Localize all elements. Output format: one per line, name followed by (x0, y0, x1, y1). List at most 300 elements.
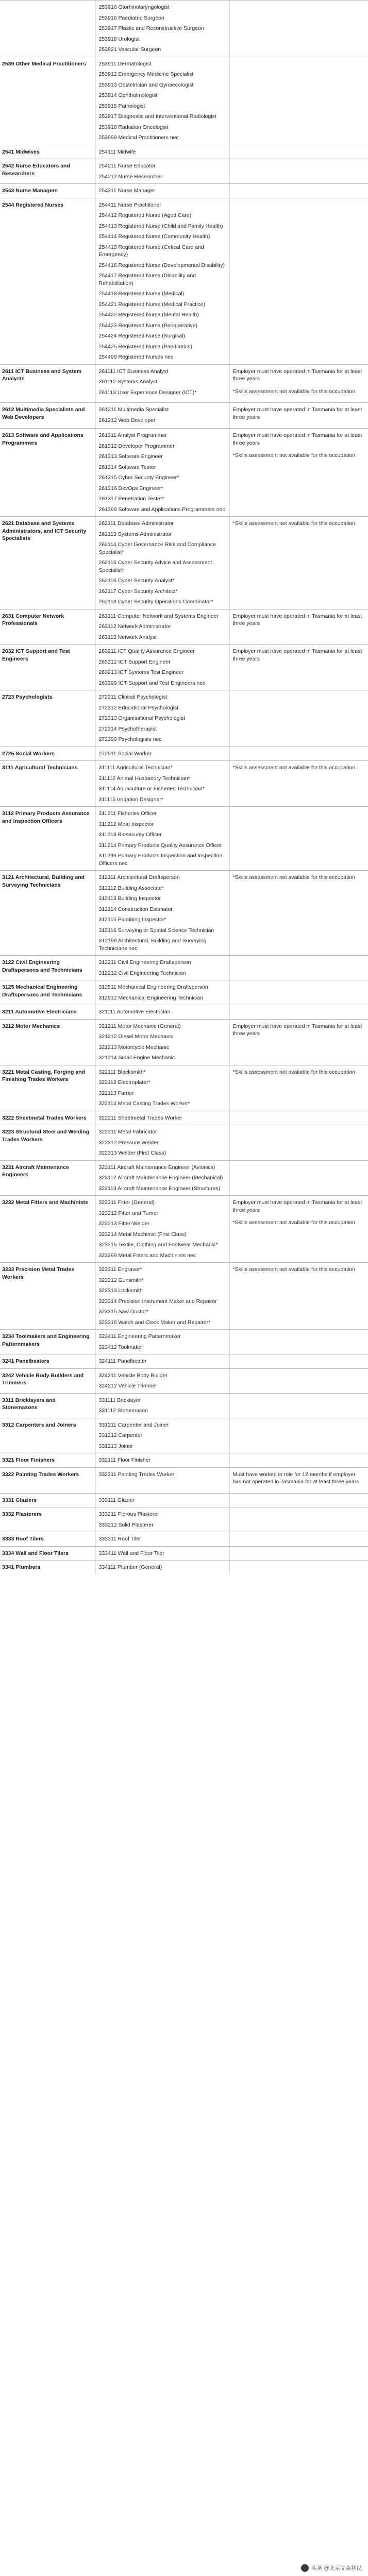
occupation-item: 312211 Civil Engineering Draftsperson (98, 959, 191, 965)
occupations-cell (95, 57, 229, 145)
occupations-cell (95, 1005, 229, 1020)
occupation-row (0, 1546, 368, 1561)
occupation-row (0, 517, 368, 609)
requirements-cell (229, 145, 368, 159)
occupations-cell (95, 1196, 229, 1263)
requirement-note: *Skills assessment not available for this occupation (232, 520, 356, 527)
occupation-item: 311115 Irrigation Designer* (98, 796, 163, 803)
occupation-item: 332211 Painting Trades Worker (98, 1471, 175, 1478)
occupation-row (0, 184, 368, 198)
occupation-item: 262114 Cyber Governance Risk and Compliance Specialist* (98, 541, 216, 555)
occupation-item: 254425 Registered Nurse (Paediatrics) (98, 343, 193, 350)
unit-group-cell: 2541 Midwives (0, 145, 95, 159)
occupation-item: 254417 Registered Nurse (Disability and Rehabilitation) (98, 273, 196, 286)
occupation-item: 323316 Watch and Clock Maker and Repairer* (98, 1319, 211, 1326)
occupation-item: 332111 Floor Finisher (98, 1457, 151, 1463)
occupation-item: 311211 Fisheries Officer (98, 810, 157, 817)
occupation-item: 261113 User Experience Designer (ICT)* (98, 389, 197, 396)
occupation-item: 323214 Metal Machinist (First Class) (98, 1231, 187, 1238)
occupation-item: 323313 Locksmith (98, 1287, 143, 1294)
occupation-row (0, 1330, 368, 1354)
occupations-cell (95, 364, 229, 403)
occupation-row (0, 1507, 368, 1532)
requirement-note: *Skills assessment not available for this occupation (232, 1266, 356, 1273)
unit-group-cell: 3234 Toolmakers and Engineering Patternmakers (0, 1330, 95, 1354)
occupation-item: 261316 DevOps Engineer* (98, 485, 163, 492)
occupation-item: 322313 Welder (First Class) (98, 1150, 166, 1156)
occupation-item: 261312 Developer Programmer (98, 443, 175, 449)
occupation-item: 272399 Psychologists nec (98, 736, 162, 742)
occupation-item: 312212 Civil Engineering Technician (98, 970, 186, 976)
occupation-item: 323215 Textile, Clothing and Footwear Mechanic* (98, 1242, 218, 1248)
occupation-item: 261311 Analyst Programmer (98, 432, 167, 438)
occupation-row (0, 198, 368, 364)
occupation-item: 263113 Network Analyst (98, 634, 157, 640)
occupation-item: 253913 Obstetrician and Gynaecologist (98, 81, 194, 88)
occupation-item: 331212 Carpenter (98, 1432, 143, 1438)
unit-group-cell: 3231 Aircraft Maintenance Engineers (0, 1160, 95, 1196)
requirements-cell (229, 1354, 368, 1369)
requirements-cell (229, 1005, 368, 1020)
occupation-item: 311213 Biosecurity Officer (98, 832, 162, 838)
occupation-item: 323111 Aircraft Maintenance Engineer (Avionics) (98, 1164, 215, 1171)
occupation-item: 322114 Metal Casting Trades Worker* (98, 1100, 190, 1107)
requirements-cell (229, 1453, 368, 1468)
occupation-item: 334111 Plumber (General) (98, 1564, 162, 1570)
unit-group-cell: 2544 Registered Nurses (0, 198, 95, 364)
requirements-cell (229, 1507, 368, 1532)
occupation-item: 311212 Meat Inspector (98, 821, 154, 827)
occupation-row (0, 690, 368, 747)
occupation-row (0, 403, 368, 429)
unit-group-cell: 3122 Civil Engineering Draftspersons and Technicians (0, 956, 95, 980)
occupation-item: 312111 Architectural Draftsperson (98, 874, 180, 880)
occupation-item: 323112 Aircraft Maintenance Engineer (Mechanical) (98, 1175, 223, 1181)
requirements-cell (229, 57, 368, 145)
unit-group-cell: 3241 Panelbeaters (0, 1354, 95, 1369)
occupation-item: 261399 Software and Applications Programmers nec (98, 506, 225, 513)
requirements-cell (229, 364, 368, 403)
occupation-row (0, 159, 368, 184)
unit-group-cell: 2613 Software and Applications Programmers (0, 429, 95, 517)
occupation-item: 331213 Joiner (98, 1443, 133, 1449)
occupation-item: 323411 Engineering Patternmaker (98, 1333, 181, 1340)
occupation-item: 311111 Agricultural Technician* (98, 765, 173, 771)
occupation-row (0, 956, 368, 980)
occupation-item: 254412 Registered Nurse (Aged Care) (98, 212, 192, 218)
requirements-cell (229, 1111, 368, 1125)
occupation-item: 261314 Software Tester (98, 464, 156, 470)
unit-group-cell: 3222 Sheetmetal Trades Workers (0, 1111, 95, 1125)
occupation-item: 253912 Emergency Medicine Specialist (98, 71, 194, 77)
occupations-cell (95, 403, 229, 429)
occupation-item: 254418 Registered Nurse (Medical) (98, 291, 185, 297)
requirement-note: Employer must have operated in Tasmania for at least three years (232, 648, 362, 662)
unit-group-cell: 3211 Automotive Electricians (0, 1005, 95, 1020)
occupations-cell (95, 184, 229, 198)
occupation-item: 261212 Web Developer (98, 417, 156, 423)
occupation-item: 253918 Urologist (98, 36, 140, 42)
occupation-row (0, 871, 368, 956)
watermark-text: 头条 @北京文森移民 (311, 2565, 362, 2571)
unit-group-cell: 3341 Plumbers (0, 1561, 95, 1574)
unit-group-cell: 3111 Agricultural Technicians (0, 761, 95, 807)
occupation-item: 322111 Blacksmith* (98, 1069, 146, 1075)
occupation-item: 253911 Dermatologist (98, 60, 152, 67)
watermark (299, 2563, 364, 2573)
unit-group-cell: 3221 Metal Casting, Forging and Finishing Trades Workers (0, 1065, 95, 1111)
occupation-item: 262113 Systems Administrator (98, 531, 172, 537)
unit-group-cell: 2621 Database and Systems Administrators, and ICT Security Specialists (0, 517, 95, 609)
occupation-item: 331112 Stonemason (98, 1408, 148, 1414)
occupation-item: 254423 Registered Nurse (Perioperative) (98, 322, 197, 329)
unit-group-cell: 3242 Vehicle Body Builders and Trimmers (0, 1368, 95, 1393)
requirement-note: *Skills assessment not available for this occupation (232, 765, 356, 771)
occupation-item: 324212 Vehicle Trimmer (98, 1383, 157, 1389)
occupation-item: 333411 Wall and Floor Tiler (98, 1550, 164, 1556)
occupation-item: 321213 Motorcycle Mechanic (98, 1044, 170, 1050)
occupation-item: 333211 Fibrous Plasterer (98, 1511, 159, 1517)
occupation-item: 333111 Glazier (98, 1497, 135, 1503)
occupations-cell (95, 807, 229, 871)
occupation-item: 254421 Registered Nurse (Medical Practice) (98, 301, 206, 308)
occupation-row (0, 1263, 368, 1330)
occupations-cell (95, 198, 229, 364)
occupation-item: 261211 Multimedia Specialist (98, 406, 169, 413)
unit-group-cell: 3232 Metal Fitters and Machinists (0, 1196, 95, 1263)
occupation-item: 261317 Penetration Tester* (98, 496, 164, 502)
unit-group-cell: 3212 Motor Mechanics (0, 1019, 95, 1065)
unit-group-cell: 2542 Nurse Educators and Researchers (0, 159, 95, 184)
occupations-cell (95, 645, 229, 690)
requirements-cell (229, 429, 368, 517)
unit-group-cell: 2723 Psychologists (0, 690, 95, 747)
occupation-item: 333212 Solid Plasterer (98, 1521, 154, 1528)
requirements-cell (229, 1546, 368, 1561)
occupation-item: 254424 Registered Nurse (Surgical) (98, 333, 186, 339)
occupation-item: 261313 Software Engineer (98, 453, 163, 460)
unit-group-cell: 3322 Painting Trades Workers (0, 1467, 95, 1493)
occupation-item: 311114 Aquaculture or Fisheries Technician* (98, 786, 205, 792)
occupation-item: 254499 Registered Nurses nec (98, 354, 174, 360)
occupation-item: 261315 Cyber Security Engineer* (98, 474, 179, 481)
occupation-row (0, 645, 368, 690)
occupation-item: 323113 Aircraft Maintenance Engineer (Structures) (98, 1185, 221, 1192)
requirement-note: Employer must have operated in Tasmania for at least three years (232, 1023, 362, 1037)
unit-group-cell: 2612 Multimedia Specialists and Web Developers (0, 403, 95, 429)
occupation-item: 272313 Organisational Psychologist (98, 715, 186, 721)
occupations-cell (95, 1330, 229, 1354)
requirements-cell (229, 159, 368, 184)
occupation-item: 254413 Registered Nurse (Child and Family Health) (98, 223, 223, 229)
occupation-row (0, 1354, 368, 1369)
occupation-item: 323212 Fitter and Turner (98, 1210, 159, 1216)
requirements-cell (229, 1418, 368, 1453)
unit-group-cell: 2631 Computer Network Professionals (0, 609, 95, 645)
occupation-row (0, 1467, 368, 1493)
watermark-logo-icon (301, 2564, 309, 2572)
occupation-item: 311214 Primary Products Quality Assurance Officer (98, 842, 222, 849)
requirements-cell (229, 1, 368, 57)
occupation-item: 272511 Social Worker (98, 750, 152, 757)
occupation-item: 263212 ICT Support Engineer (98, 658, 171, 665)
occupation-item: 321214 Small Engine Mechanic (98, 1055, 175, 1061)
requirements-cell (229, 198, 368, 364)
occupations-cell (95, 159, 229, 184)
occupations-cell (95, 690, 229, 747)
occupations-cell (95, 1019, 229, 1065)
requirements-cell (229, 1532, 368, 1547)
occupation-item: 263213 ICT Systems Test Engineer (98, 669, 184, 675)
occupation-item: 312116 Surveying or Spatial Science Technician (98, 927, 214, 934)
unit-group-cell: 3332 Plasterers (0, 1507, 95, 1532)
occupation-row (0, 1532, 368, 1547)
occupation-item: 263111 Computer Network and Systems Engineer (98, 613, 219, 619)
requirements-cell (229, 403, 368, 429)
occupation-item: 261112 Systems Analyst (98, 379, 157, 385)
requirement-note: Employer must have operated in Tasmania for at least three years (232, 406, 362, 420)
occupation-row (0, 1393, 368, 1418)
occupation-row (0, 1019, 368, 1065)
occupation-row (0, 761, 368, 807)
occupation-item: 323299 Metal Fitters and Machinists nec (98, 1252, 196, 1259)
occupation-item: 321111 Automotive Electrician (98, 1009, 171, 1015)
occupation-item: 312114 Construction Estimator (98, 906, 173, 912)
unit-group-cell: 2632 ICT Support and Test Engineers (0, 645, 95, 690)
occupation-item: 322312 Pressure Welder (98, 1139, 159, 1146)
occupation-item: 323314 Precision Instrument Maker and Repairer (98, 1298, 217, 1304)
requirement-note: *Skills assessment not available for this occupation (232, 452, 356, 459)
requirement-note: *Skills assessment not available for this occupation (232, 1069, 356, 1075)
unit-group-cell: 2539 Other Medical Practitioners (0, 57, 95, 145)
requirements-cell (229, 956, 368, 980)
occupation-row (0, 364, 368, 403)
unit-group-cell: 2611 ICT Business and System Analysts (0, 364, 95, 403)
occupation-item: 331111 Bricklayer (98, 1397, 141, 1403)
occupation-row (0, 57, 368, 145)
occupation-item: 312115 Plumbing Inspector* (98, 917, 166, 923)
occupation-item: 254212 Nurse Researcher (98, 173, 162, 180)
occupation-item: 254311 Nurse Manager (98, 188, 156, 194)
occupation-item: 253916 Paediatric Surgeon (98, 14, 164, 21)
occupation-row (0, 1, 368, 57)
unit-group-cell: 3334 Wall and Floor Tilers (0, 1546, 95, 1561)
occupations-cell (95, 1467, 229, 1493)
requirements-cell (229, 690, 368, 747)
requirements-cell (229, 1196, 368, 1263)
occupation-row (0, 1065, 368, 1111)
occupation-item: 254411 Nurse Practitioner (98, 201, 161, 208)
requirements-cell (229, 1263, 368, 1330)
requirement-note: *Skills assessment not available for this occupation (232, 388, 356, 395)
unit-group-cell: 3321 Floor Finishers (0, 1453, 95, 1468)
occupation-item: 331211 Carpenter and Joiner (98, 1421, 169, 1428)
occupation-table-body (0, 1, 368, 1574)
occupation-item: 254111 Midwife (98, 148, 136, 155)
unit-group-cell: 3121 Architectural, Building and Surveying Technicians (0, 871, 95, 956)
occupation-item: 322112 Electroplater* (98, 1079, 150, 1086)
requirements-cell (229, 761, 368, 807)
occupation-item: 323213 Fitter-Welder (98, 1221, 149, 1227)
occupations-cell (95, 1354, 229, 1369)
unit-group-cell: 3223 Structural Steel and Welding Trades Workers (0, 1125, 95, 1161)
occupation-item: 262115 Cyber Security Advice and Assessment Specialist* (98, 560, 212, 573)
occupation-item: 262118 Cyber Security Operations Coordinator* (98, 599, 213, 605)
occupation-item: 323315 Saw Doctor* (98, 1309, 148, 1315)
occupations-cell (95, 1418, 229, 1453)
occupation-row (0, 145, 368, 159)
occupations-cell (95, 956, 229, 980)
requirement-note: Employer must have operated in Tasmania for at least three years (232, 613, 362, 626)
unit-group-cell: 3112 Primary Products Assurance and Inspection Officers (0, 807, 95, 871)
requirements-cell (229, 871, 368, 956)
requirement-note: *Skills assessment not available for this occupation (232, 874, 356, 880)
requirements-cell (229, 1065, 368, 1111)
occupation-item: 272312 Educational Psychologist (98, 704, 179, 711)
requirement-note: Employer must have operated in Tasmania for at least three years (232, 1199, 362, 1213)
occupations-cell (95, 145, 229, 159)
occupation-row (0, 1453, 368, 1468)
occupations-cell (95, 609, 229, 645)
occupation-item: 261111 ICT Business Analyst (98, 368, 169, 375)
occupations-cell (95, 1065, 229, 1111)
occupation-item: 323312 Gunsmith* (98, 1277, 144, 1283)
occupation-row (0, 1418, 368, 1453)
occupations-cell (95, 1160, 229, 1196)
occupation-item: 253918 Radiation Oncologist (98, 124, 169, 130)
requirements-cell (229, 1368, 368, 1393)
requirement-note: Employer must have operated in Tasmania for at least three years (232, 368, 362, 382)
occupation-item: 254422 Registered Nurse (Mental Health) (98, 312, 199, 318)
occupation-item: 321211 Motor Mechanic (General) (98, 1023, 181, 1029)
occupation-row (0, 1196, 368, 1263)
occupation-row (0, 807, 368, 871)
occupation-item: 254211 Nurse Educator (98, 163, 156, 169)
occupations-cell (95, 1561, 229, 1574)
occupation-item: 312199 Architectural, Building and Surveying Technicians nec (98, 938, 207, 952)
requirements-cell (229, 747, 368, 761)
occupation-row (0, 1111, 368, 1125)
occupation-item: 311112 Animal Husbandry Technician* (98, 775, 190, 782)
requirement-note: *Skills assessment not available for this occupation (232, 1219, 356, 1226)
occupations-cell (95, 1532, 229, 1547)
requirement-note: Must have worked in role for 12 months if employer has not operated in Tasmania for at least three years (232, 1471, 359, 1485)
occupation-row (0, 1160, 368, 1196)
unit-group-cell (0, 1, 95, 57)
occupation-item: 262117 Cyber Security Architect* (98, 588, 178, 595)
occupation-item: 323311 Engraver* (98, 1266, 142, 1273)
requirements-cell (229, 1330, 368, 1354)
occupation-item: 253915 Pathologist (98, 103, 145, 109)
requirements-cell (229, 1467, 368, 1493)
occupations-cell (95, 517, 229, 609)
occupation-item: 321212 Diesel Motor Mechanic (98, 1033, 174, 1040)
occupation-item: 272314 Psychotherapist (98, 725, 157, 732)
occupation-item: 324211 Vehicle Body Builder (98, 1372, 168, 1379)
occupation-item: 253916 Otorhinolaryngologist (98, 4, 170, 10)
occupation-item: 254416 Registered Nurse (Developmental Disability) (98, 262, 225, 268)
occupation-item: 263299 ICT Support and Test Engineers nec (98, 680, 206, 686)
occupation-item: 312512 Mechanical Engineering Technician (98, 994, 203, 1001)
occupations-cell (95, 747, 229, 761)
occupations-cell (95, 1125, 229, 1161)
occupation-item: 323211 Fitter (General) (98, 1199, 155, 1206)
occupation-item: 312112 Building Associate* (98, 885, 164, 891)
requirements-cell (229, 1160, 368, 1196)
occupation-row (0, 429, 368, 517)
requirement-note: Employer must have operated in Tasmania for at least three years (232, 432, 362, 446)
occupations-cell (95, 1368, 229, 1393)
occupations-cell (95, 871, 229, 956)
occupation-item: 324111 Panelbeater (98, 1358, 147, 1364)
occupation-item: 311299 Primary Products Inspection and Inspection Officers nec (98, 853, 223, 867)
occupations-cell (95, 980, 229, 1005)
requirements-cell (229, 609, 368, 645)
occupations-cell (95, 1393, 229, 1418)
requirements-cell (229, 1561, 368, 1574)
occupation-item: 253921 Vascular Surgeon (98, 46, 161, 53)
occupation-item: 322113 Farrier (98, 1090, 134, 1096)
occupation-row (0, 747, 368, 761)
requirements-cell (229, 517, 368, 609)
occupations-cell (95, 1111, 229, 1125)
requirements-cell (229, 980, 368, 1005)
requirements-cell (229, 807, 368, 871)
occupation-row (0, 609, 368, 645)
occupations-cell (95, 1263, 229, 1330)
occupations-cell (95, 1507, 229, 1532)
occupations-cell (95, 1453, 229, 1468)
occupation-item: 253999 Medical Practitioners nec (98, 134, 179, 141)
occupations-cell (95, 1493, 229, 1507)
occupation-item: 322311 Metal Fabricator (98, 1129, 157, 1135)
unit-group-cell: 3331 Glaziers (0, 1493, 95, 1507)
requirements-cell (229, 1019, 368, 1065)
occupation-item: 254414 Registered Nurse (Community Health) (98, 233, 210, 240)
occupation-item: 263211 ICT Quality Assurance Engineer (98, 648, 195, 654)
occupations-cell (95, 1546, 229, 1561)
occupation-item: 253917 Plastic and Reconstructive Surgeon (98, 25, 204, 31)
unit-group-cell: 3312 Carpenters and Joiners (0, 1418, 95, 1453)
unit-group-cell: 2725 Social Workers (0, 747, 95, 761)
requirements-cell (229, 1493, 368, 1507)
requirements-cell (229, 1393, 368, 1418)
occupation-row (0, 1125, 368, 1161)
occupation-item: 272311 Clinical Psychologist (98, 694, 168, 700)
occupation-item: 312511 Mechanical Engineering Draftsperson (98, 984, 208, 990)
requirements-cell (229, 645, 368, 690)
occupation-item: 254415 Registered Nurse (Critical Care and Emergency) (98, 244, 204, 258)
occupation-row (0, 1561, 368, 1574)
occupation-item: 323412 Toolmaker (98, 1344, 143, 1350)
requirements-cell (229, 1125, 368, 1161)
occupations-cell (95, 429, 229, 517)
occupation-row (0, 1493, 368, 1507)
unit-group-cell: 3333 Roof Tilers (0, 1532, 95, 1547)
occupation-item: 253917 Diagnostic and Interventional Radiologist (98, 113, 216, 120)
occupation-item: 312113 Building Inspector (98, 895, 161, 902)
occupations-cell (95, 761, 229, 807)
requirements-cell (229, 184, 368, 198)
occupation-row (0, 980, 368, 1005)
unit-group-cell: 3311 Bricklayers and Stonemasons (0, 1393, 95, 1418)
occupation-item: 253914 Ophthalmologist (98, 92, 158, 98)
unit-group-cell: 2543 Nurse Managers (0, 184, 95, 198)
occupation-row (0, 1005, 368, 1020)
occupation-item: 262116 Cyber Security Analyst* (98, 578, 175, 584)
unit-group-cell: 3125 Mechanical Engineering Draftspersons and Technicians (0, 980, 95, 1005)
occupation-item: 262111 Database Administrator (98, 520, 174, 527)
